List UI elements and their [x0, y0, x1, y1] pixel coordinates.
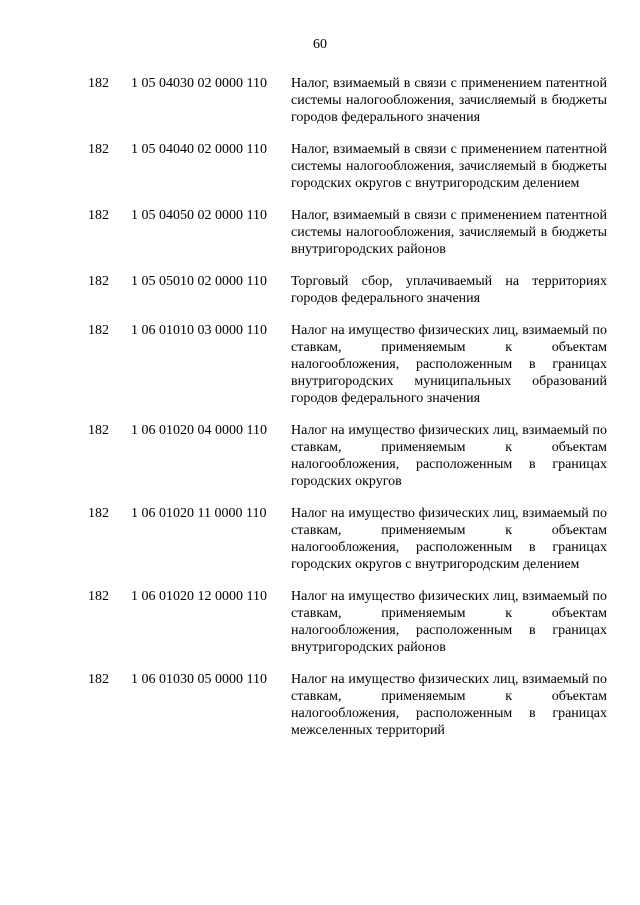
- table-row: [0, 273, 640, 307]
- table-row: [0, 322, 640, 407]
- budget-classification-code: 1 06 01020 11 0000 110: [131, 506, 267, 521]
- budget-classification-code: 1 05 04050 02 0000 110: [131, 208, 267, 223]
- admin-code: 182: [88, 323, 109, 338]
- admin-code: 182: [88, 672, 109, 687]
- income-description: Налог на имущество физических лиц, взимаемый по ставкам, применяемым к объектам налогообложения, расположенным в границах городских округов: [291, 423, 607, 489]
- table-row: [0, 588, 640, 656]
- budget-classification-code: 1 05 04040 02 0000 110: [131, 142, 267, 157]
- income-description: Налог, взимаемый в связи с применением патентной системы налогообложения, зачисляемый в бюджеты городских округов с внутригородским делением: [291, 142, 607, 191]
- income-codes-table: [0, 75, 640, 754]
- admin-code: 182: [88, 208, 109, 223]
- page-number: 60: [313, 37, 327, 52]
- income-description: Налог на имущество физических лиц, взимаемый по ставкам, применяемым к объектам налогообложения, расположенным в границах внутригородских районов: [291, 589, 607, 655]
- admin-code: 182: [88, 423, 109, 438]
- budget-classification-code: 1 06 01020 04 0000 110: [131, 423, 267, 438]
- income-description: Налог, взимаемый в связи с применением патентной системы налогообложения, зачисляемый в бюджеты городов федерального значения: [291, 76, 607, 125]
- admin-code: 182: [88, 142, 109, 157]
- budget-classification-code: 1 05 04030 02 0000 110: [131, 76, 267, 91]
- income-description: Налог, взимаемый в связи с применением патентной системы налогообложения, зачисляемый в бюджеты внутригородских районов: [291, 208, 607, 257]
- admin-code: 182: [88, 589, 109, 604]
- income-description: Налог на имущество физических лиц, взимаемый по ставкам, применяемым к объектам налогообложения, расположенным в границах внутригородских муниципальных образований городов федерального значения: [291, 323, 607, 406]
- table-row: [0, 207, 640, 258]
- budget-classification-code: 1 05 05010 02 0000 110: [131, 274, 267, 289]
- budget-classification-code: 1 06 01010 03 0000 110: [131, 323, 267, 338]
- budget-classification-code: 1 06 01030 05 0000 110: [131, 672, 267, 687]
- admin-code: 182: [88, 76, 109, 91]
- income-description: Налог на имущество физических лиц, взимаемый по ставкам, применяемым к объектам налогообложения, расположенным в границах городских округов с внутригородским делением: [291, 506, 607, 572]
- income-description: Налог на имущество физических лиц, взимаемый по ставкам, применяемым к объектам налогообложения, расположенным в границах межселенных территорий: [291, 672, 607, 738]
- table-row: [0, 422, 640, 490]
- admin-code: 182: [88, 274, 109, 289]
- table-row: [0, 671, 640, 739]
- table-row: [0, 75, 640, 126]
- budget-classification-code: 1 06 01020 12 0000 110: [131, 589, 267, 604]
- table-row: [0, 141, 640, 192]
- admin-code: 182: [88, 506, 109, 521]
- income-description: Торговый сбор, уплачиваемый на территориях городов федерального значения: [291, 274, 607, 306]
- table-row: [0, 505, 640, 573]
